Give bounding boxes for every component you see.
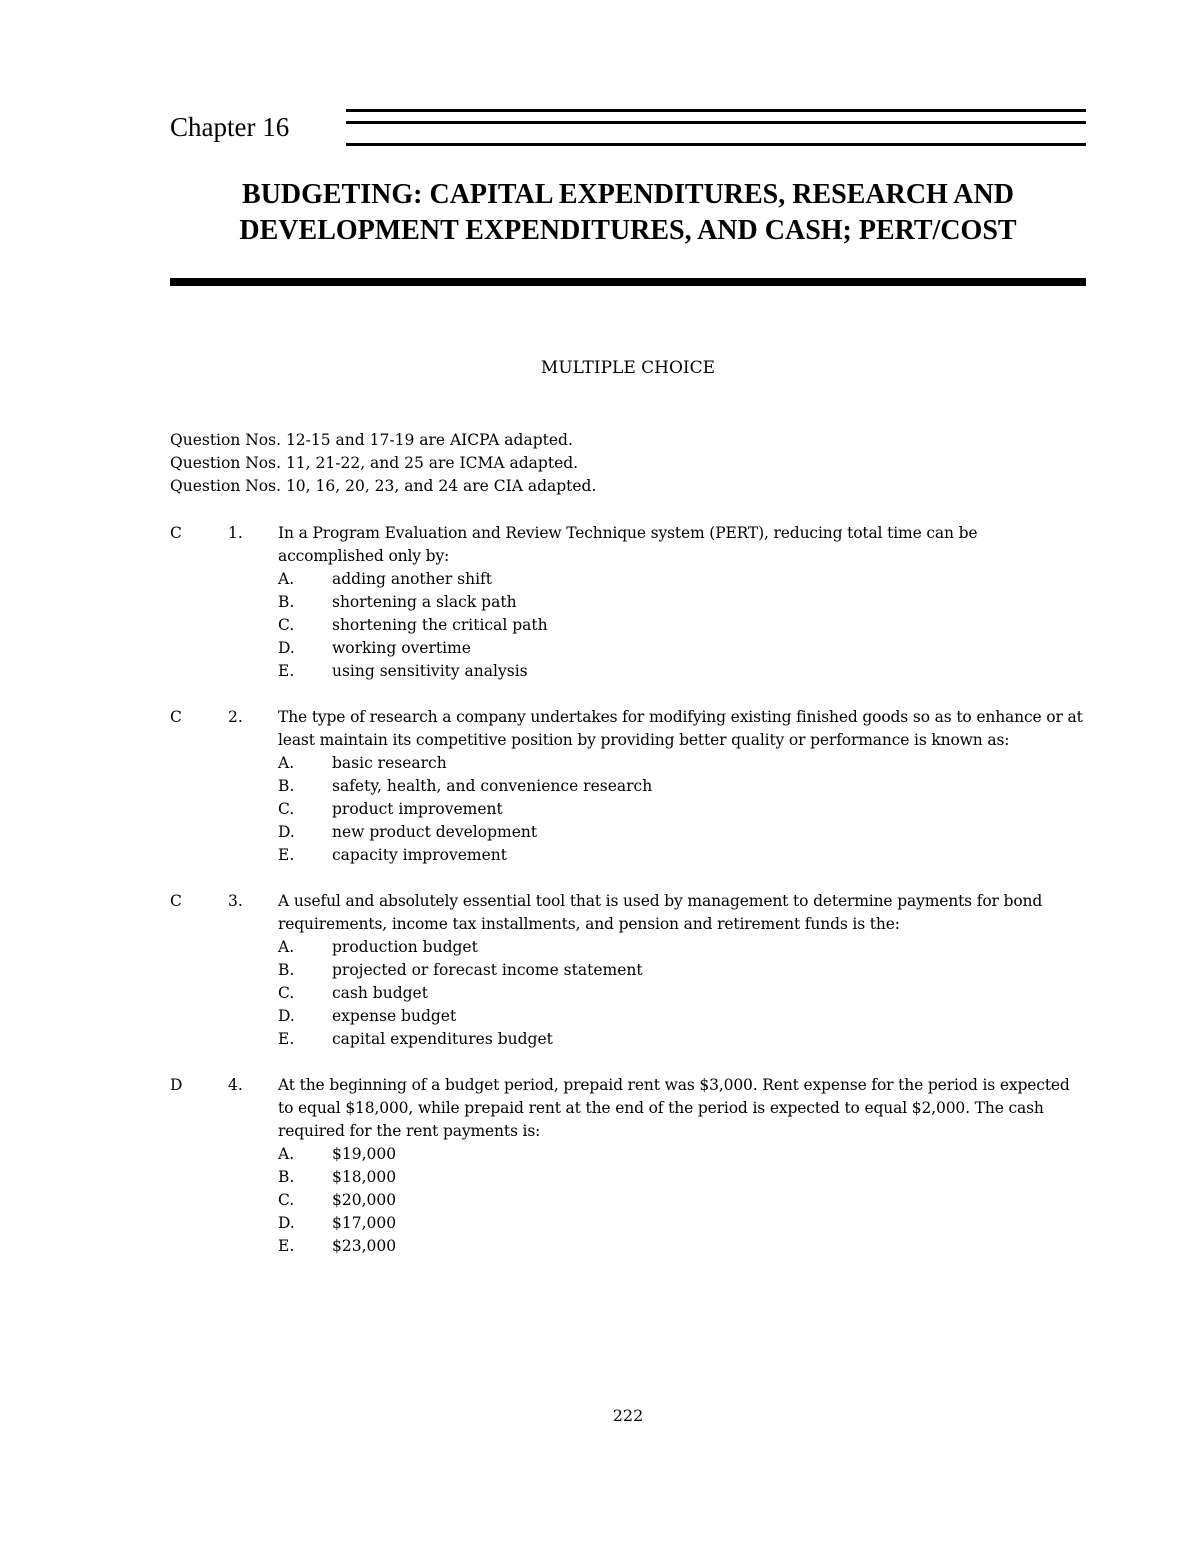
option-letter: E. — [278, 1030, 295, 1048]
option-text: $20,000 — [332, 1191, 397, 1209]
answer-key: D — [170, 1076, 183, 1094]
question-body — [278, 1074, 1086, 1258]
option-d — [278, 1005, 1086, 1028]
option-letter: E. — [278, 1237, 295, 1255]
option-a — [278, 752, 1086, 775]
page-number: 222 — [612, 1406, 644, 1425]
question-stem: At the beginning of a budget period, prepaid rent was $3,000. Rent expense for the period is expected to equal $18,000, while prepaid rent at the end of the period is expected to equal $2,000. The cash required for the rent payments is: — [278, 1076, 1070, 1140]
option-letter: B. — [278, 1168, 295, 1186]
question-number: 4. — [228, 1076, 243, 1094]
option-text: new product development — [332, 823, 538, 841]
option-e — [278, 660, 1086, 683]
question-list — [170, 522, 1086, 1281]
option-text: projected or forecast income statement — [332, 961, 643, 979]
source-note-icma: Question Nos. 11, 21-22, and 25 are ICMA adapted. — [170, 454, 579, 472]
option-letter: B. — [278, 777, 295, 795]
chapter-rule-middle — [346, 121, 1086, 124]
option-text: capacity improvement — [332, 846, 507, 864]
option-a — [278, 1143, 1086, 1166]
option-letter: E. — [278, 662, 295, 680]
option-d — [278, 637, 1086, 660]
option-letter: A. — [278, 570, 295, 588]
option-letter: A. — [278, 1145, 295, 1163]
option-text: shortening a slack path — [332, 593, 517, 611]
option-letter: D. — [278, 639, 295, 657]
source-note-cia: Question Nos. 10, 16, 20, 23, and 24 are CIA adapted. — [170, 477, 597, 495]
option-text: $18,000 — [332, 1168, 397, 1186]
option-d — [278, 1212, 1086, 1235]
question-3 — [170, 890, 1086, 1051]
question-number: 3. — [228, 892, 243, 910]
option-text: cash budget — [332, 984, 428, 1002]
source-notes — [170, 429, 596, 498]
option-letter: D. — [278, 1214, 295, 1232]
option-c — [278, 1189, 1086, 1212]
option-letter: A. — [278, 754, 295, 772]
question-body — [278, 890, 1086, 1051]
option-e — [278, 844, 1086, 867]
option-text: product improvement — [332, 800, 503, 818]
answer-key: C — [170, 708, 182, 726]
option-text: capital expenditures budget — [332, 1030, 553, 1048]
option-text: $23,000 — [332, 1237, 397, 1255]
option-b — [278, 959, 1086, 982]
option-c — [278, 982, 1086, 1005]
option-letter: C. — [278, 616, 295, 634]
question-4 — [170, 1074, 1086, 1258]
option-text: basic research — [332, 754, 447, 772]
option-e — [278, 1235, 1086, 1258]
answer-key: C — [170, 524, 182, 542]
question-stem: In a Program Evaluation and Review Technique system (PERT), reducing total time can be accomplished only by: — [278, 524, 978, 565]
chapter-title-line-2: DEVELOPMENT EXPENDITURES, AND CASH; PERT/COST — [239, 215, 1017, 246]
option-text: using sensitivity analysis — [332, 662, 528, 680]
option-letter: C. — [278, 800, 295, 818]
option-b — [278, 1166, 1086, 1189]
option-letter: E. — [278, 846, 295, 864]
option-text: $19,000 — [332, 1145, 397, 1163]
option-b — [278, 591, 1086, 614]
section-heading: MULTIPLE CHOICE — [540, 358, 716, 378]
option-letter: B. — [278, 593, 295, 611]
question-body — [278, 522, 1086, 683]
chapter-rule-top — [346, 109, 1086, 112]
title-rule — [170, 278, 1086, 286]
question-stem: The type of research a company undertakes for modifying existing finished goods so as to enhance or at least maintain its competitive position by providing better quality or performance is known as: — [278, 708, 1083, 749]
source-note-aicpa: Question Nos. 12-15 and 17-19 are AICPA adapted. — [170, 431, 573, 449]
question-number: 2. — [228, 708, 243, 726]
option-c — [278, 614, 1086, 637]
option-b — [278, 775, 1086, 798]
chapter-rule-bottom — [346, 143, 1086, 146]
option-e — [278, 1028, 1086, 1051]
question-body — [278, 706, 1086, 867]
option-letter: D. — [278, 823, 295, 841]
option-letter: B. — [278, 961, 295, 979]
option-letter: A. — [278, 938, 295, 956]
question-2 — [170, 706, 1086, 867]
chapter-title-line-1: BUDGETING: CAPITAL EXPENDITURES, RESEARCH AND — [242, 179, 1014, 210]
option-c — [278, 798, 1086, 821]
answer-key: C — [170, 892, 182, 910]
option-a — [278, 936, 1086, 959]
chapter-title — [170, 177, 1086, 249]
option-text: safety, health, and convenience research — [332, 777, 653, 795]
option-text: expense budget — [332, 1007, 457, 1025]
question-stem: A useful and absolutely essential tool that is used by management to determine payments for bond requirements, income tax installments, and pension and retirement funds is the: — [278, 892, 1043, 933]
option-text: shortening the critical path — [332, 616, 548, 634]
option-d — [278, 821, 1086, 844]
option-text: working overtime — [332, 639, 471, 657]
option-letter: D. — [278, 1007, 295, 1025]
option-text: adding another shift — [332, 570, 493, 588]
option-a — [278, 568, 1086, 591]
question-number: 1. — [228, 524, 243, 542]
option-text: production budget — [332, 938, 478, 956]
question-1 — [170, 522, 1086, 683]
option-text: $17,000 — [332, 1214, 397, 1232]
chapter-label: Chapter 16 — [170, 112, 290, 142]
option-letter: C. — [278, 1191, 295, 1209]
option-letter: C. — [278, 984, 295, 1002]
